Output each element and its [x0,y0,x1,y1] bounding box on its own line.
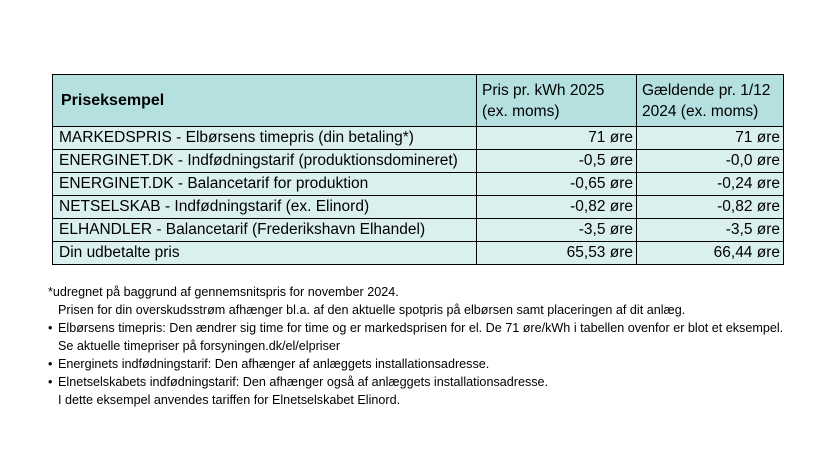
notes-section [48,283,788,409]
row-value-2024: -3,5 øre [637,219,784,242]
table-header-row [53,75,784,127]
bullet-text: Elbørsens timepris: Den ændrer sig time for time og er markedsprisen for el. De 71 øre/kWh i tabellen ovenfor er blot et eksempel. [58,321,784,335]
header-price-2025: Pris pr. kWh 2025 (ex. moms) [477,75,637,127]
table-row [53,196,784,219]
row-value-2024: -0,0 øre [637,150,784,173]
row-value-2025: -3,5 øre [477,219,637,242]
row-label: ENERGINET.DK - Balancetarif for produktion [53,173,477,196]
bullet-text: Elnetselskabets indfødningstarif: Den afhænger også af anlæggets installationsadresse. [58,375,549,389]
bullet-dot-icon: • [48,357,53,371]
header-price-2024: Gældende pr. 1/12 2024 (ex. moms) [637,75,784,127]
bullet-extra: Se aktuelle timepriser på forsyningen.dk/el/elpriser [58,339,341,353]
price-example-table [52,74,784,265]
table-row [53,127,784,150]
table-row [53,150,784,173]
row-value-2025: -0,65 øre [477,173,637,196]
table-title: Priseksempel [53,75,477,127]
row-value-2025: -0,5 øre [477,150,637,173]
row-label: MARKEDSPRIS - Elbørsens timepris (din betaling*) [53,127,477,150]
bullet-item [48,319,788,355]
row-value-2025: -0,82 øre [477,196,637,219]
bullet-extra: I dette eksempel anvendes tariffen for Elnetselskabet Elinord. [58,393,401,407]
bullet-dot-icon: • [48,321,53,335]
row-label: NETSELSKAB - Indfødningstarif (ex. Elinord) [53,196,477,219]
row-label: Din udbetalte pris [53,242,477,265]
table-row [53,173,784,196]
footnote: *udregnet på baggrund af gennemsnitspris for november 2024. [48,285,399,299]
row-value-2024: 71 øre [637,127,784,150]
row-value-2025: 71 øre [477,127,637,150]
table-row-total [53,242,784,265]
row-value-2024: -0,82 øre [637,196,784,219]
row-label: ELHANDLER - Balancetarif (Frederikshavn Elhandel) [53,219,477,242]
row-value-2024: -0,24 øre [637,173,784,196]
bullet-item [48,355,788,373]
bullet-item [48,373,788,409]
row-value-2025: 65,53 øre [477,242,637,265]
bullet-text: Energinets indfødningstarif: Den afhænger af anlæggets installationsadresse. [58,357,490,371]
row-label: ENERGINET.DK - Indfødningstarif (produktionsdomineret) [53,150,477,173]
intro-text: Prisen for din overskudsstrøm afhænger bl.a. af den aktuelle spotpris på elbørsen samt placeringen af dit anlæg. [58,303,686,317]
row-value-2024: 66,44 øre [637,242,784,265]
table-row [53,219,784,242]
bullet-dot-icon: • [48,375,53,389]
